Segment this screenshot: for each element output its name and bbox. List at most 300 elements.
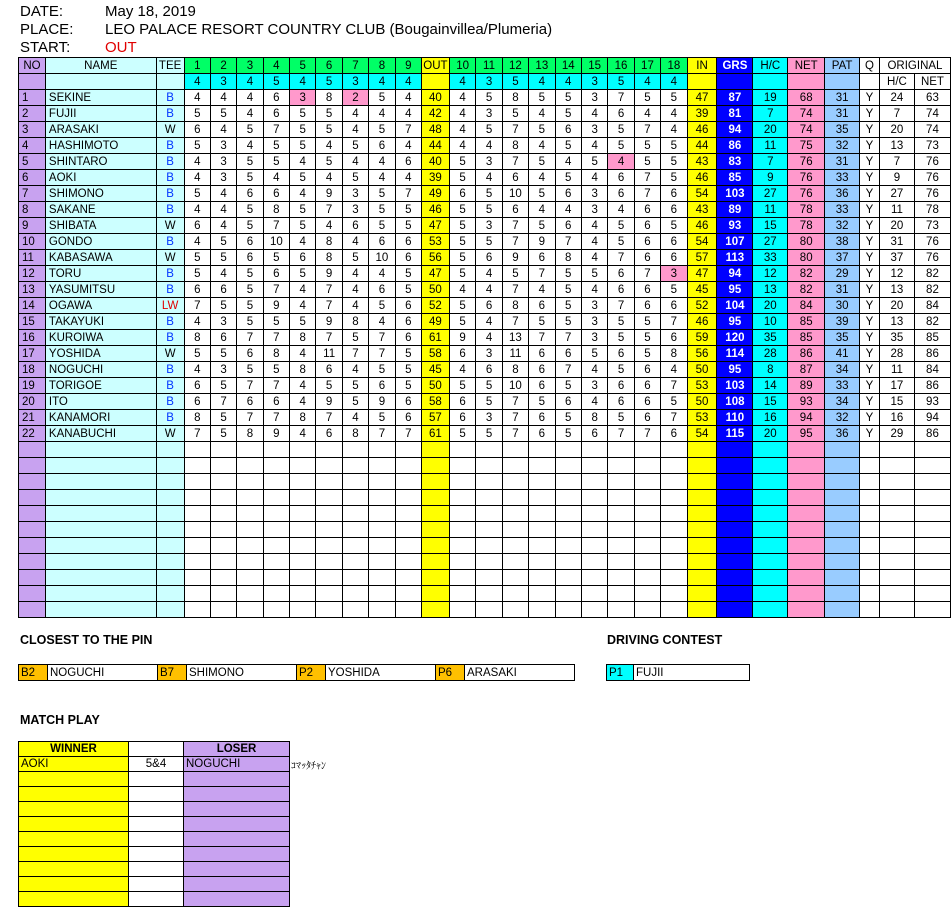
hole-score: 7 xyxy=(184,426,210,442)
hole-score: 5 xyxy=(263,250,289,266)
hole-header: 18 xyxy=(661,58,687,74)
hole-header: 10 xyxy=(449,58,475,74)
putts: 31 xyxy=(825,282,860,298)
hole-score xyxy=(210,538,236,554)
hole-score xyxy=(210,474,236,490)
putts: 33 xyxy=(825,170,860,186)
hole-score: 5 xyxy=(184,138,210,154)
original-hc: 20 xyxy=(879,298,914,314)
player-tee xyxy=(156,490,184,506)
handicap: 9 xyxy=(753,170,788,186)
hole-score xyxy=(395,602,421,618)
out-total xyxy=(421,586,449,602)
in-total xyxy=(687,442,717,458)
original-hc: 20 xyxy=(879,218,914,234)
out-total: 50 xyxy=(421,282,449,298)
player-tee xyxy=(156,442,184,458)
hole-score: 5 xyxy=(555,138,581,154)
hole-score: 3 xyxy=(342,202,368,218)
hole-score: 4 xyxy=(395,90,421,106)
hole-score: 7 xyxy=(661,314,687,330)
player-no xyxy=(19,506,46,522)
in-total: 43 xyxy=(687,202,717,218)
hole-score xyxy=(342,458,368,474)
hole-score: 9 xyxy=(263,426,289,442)
original-hc xyxy=(879,522,914,538)
player-name: OGAWA xyxy=(45,298,156,314)
orig-hc-header: H/C xyxy=(879,74,914,90)
hole-score: 5 xyxy=(555,282,581,298)
hole-score: 6 xyxy=(263,266,289,282)
hole-score: 5 xyxy=(555,378,581,394)
hole-score: 5 xyxy=(263,154,289,170)
hole-score: 4 xyxy=(184,154,210,170)
handicap: 16 xyxy=(753,410,788,426)
hole-score: 7 xyxy=(608,426,634,442)
match-header-row xyxy=(19,742,290,757)
hole-score: 5 xyxy=(529,218,555,234)
player-tee: B xyxy=(156,394,184,410)
hole-score: 7 xyxy=(369,426,395,442)
hole-score: 9 xyxy=(316,186,342,202)
player-no: 18 xyxy=(19,362,46,378)
hole-score: 6 xyxy=(449,346,475,362)
par-q-cell xyxy=(860,74,880,90)
empty-row xyxy=(19,538,951,554)
hole-score: 5 xyxy=(210,250,236,266)
player-tee: B xyxy=(156,378,184,394)
hole-score: 8 xyxy=(502,138,528,154)
hole-score: 5 xyxy=(237,170,263,186)
hole-score: 6 xyxy=(661,202,687,218)
original-hc: 31 xyxy=(879,234,914,250)
hole-score xyxy=(476,458,502,474)
net-score: 80 xyxy=(788,250,825,266)
hole-score xyxy=(290,490,316,506)
hole-score xyxy=(290,522,316,538)
out-total xyxy=(421,490,449,506)
in-total: 52 xyxy=(687,298,717,314)
hole-score xyxy=(237,458,263,474)
player-no xyxy=(19,554,46,570)
hole-score xyxy=(476,538,502,554)
hole-score: 5 xyxy=(449,298,475,314)
match-score xyxy=(129,862,184,877)
original-net: 73 xyxy=(914,138,950,154)
hole-score: 7 xyxy=(263,378,289,394)
hole-score: 10 xyxy=(263,234,289,250)
handicap: 19 xyxy=(753,90,788,106)
hole-score xyxy=(502,586,528,602)
net-score xyxy=(788,506,825,522)
hole-score xyxy=(210,602,236,618)
hole-score: 4 xyxy=(290,346,316,362)
hole-score: 6 xyxy=(634,218,660,234)
handicap xyxy=(753,522,788,538)
net-score xyxy=(788,458,825,474)
col-net-header: NET xyxy=(788,58,825,74)
hole-score: 3 xyxy=(661,266,687,282)
start-value: OUT xyxy=(105,39,137,56)
hole-score xyxy=(184,570,210,586)
par-cell: 5 xyxy=(316,74,342,90)
handicap: 11 xyxy=(753,202,788,218)
hole-score xyxy=(476,506,502,522)
in-total: 54 xyxy=(687,234,717,250)
hole-score: 4 xyxy=(342,106,368,122)
qualifier xyxy=(860,490,880,506)
hole-score: 6 xyxy=(449,410,475,426)
hole-score: 4 xyxy=(449,90,475,106)
hole-score: 7 xyxy=(634,170,660,186)
hole-score: 4 xyxy=(210,202,236,218)
closest-hole: P2 xyxy=(297,665,326,681)
par-cell: 5 xyxy=(502,74,528,90)
closest-winner: NOGUCHI xyxy=(48,665,158,681)
hole-score xyxy=(502,602,528,618)
hole-score: 8 xyxy=(502,298,528,314)
player-name xyxy=(45,522,156,538)
qualifier: Y xyxy=(860,122,880,138)
gross-score: 104 xyxy=(717,298,753,314)
player-name: YOSHIDA xyxy=(45,346,156,362)
original-net: 86 xyxy=(914,378,950,394)
hole-score xyxy=(263,522,289,538)
in-total: 46 xyxy=(687,122,717,138)
empty-row xyxy=(19,586,951,602)
hole-score: 6 xyxy=(184,282,210,298)
player-tee: B xyxy=(156,234,184,250)
original-hc: 27 xyxy=(879,186,914,202)
hole-score: 6 xyxy=(395,234,421,250)
hole-score xyxy=(184,586,210,602)
gross-score xyxy=(717,538,753,554)
orig-net-header: NET xyxy=(914,74,950,90)
player-name: SHIMONO xyxy=(45,186,156,202)
hole-score xyxy=(581,506,607,522)
hole-score: 6 xyxy=(476,298,502,314)
loser-header: LOSER xyxy=(184,742,290,757)
hole-score xyxy=(395,490,421,506)
hole-score xyxy=(395,442,421,458)
hole-score: 4 xyxy=(210,90,236,106)
hole-score xyxy=(290,586,316,602)
hole-score xyxy=(634,506,660,522)
hole-score: 5 xyxy=(290,266,316,282)
hole-score: 5 xyxy=(369,298,395,314)
hole-score xyxy=(634,474,660,490)
out-total xyxy=(421,442,449,458)
hole-score xyxy=(395,586,421,602)
putts xyxy=(825,490,860,506)
hole-score xyxy=(661,522,687,538)
net-score xyxy=(788,554,825,570)
empty-row xyxy=(19,474,951,490)
hole-score: 3 xyxy=(476,106,502,122)
handicap xyxy=(753,490,788,506)
handicap xyxy=(753,474,788,490)
hole-score: 4 xyxy=(581,362,607,378)
hole-score xyxy=(184,538,210,554)
hole-score: 5 xyxy=(449,202,475,218)
closest-hole: B7 xyxy=(158,665,187,681)
par-cell: 4 xyxy=(237,74,263,90)
gross-score: 95 xyxy=(717,314,753,330)
qualifier: Y xyxy=(860,170,880,186)
qualifier xyxy=(860,522,880,538)
net-score: 85 xyxy=(788,330,825,346)
qualifier xyxy=(860,554,880,570)
hole-score: 6 xyxy=(529,298,555,314)
par-cell: 3 xyxy=(210,74,236,90)
player-name xyxy=(45,602,156,618)
player-no: 3 xyxy=(19,122,46,138)
par-no-cell xyxy=(19,74,46,90)
hole-score: 6 xyxy=(608,346,634,362)
hole-score: 6 xyxy=(634,282,660,298)
hole-score: 5 xyxy=(661,138,687,154)
match-loser xyxy=(184,772,290,787)
hole-score xyxy=(449,522,475,538)
handicap xyxy=(753,570,788,586)
hole-score: 8 xyxy=(316,90,342,106)
hole-header: 14 xyxy=(555,58,581,74)
hole-score: 4 xyxy=(634,106,660,122)
hole-score xyxy=(581,586,607,602)
hole-score: 5 xyxy=(369,186,395,202)
hole-score: 4 xyxy=(237,138,263,154)
player-name xyxy=(45,570,156,586)
hole-header: 7 xyxy=(342,58,368,74)
hole-score: 4 xyxy=(395,170,421,186)
player-row xyxy=(19,426,951,442)
hole-score xyxy=(342,506,368,522)
hole-score: 8 xyxy=(290,330,316,346)
hole-score: 8 xyxy=(290,410,316,426)
handicap: 33 xyxy=(753,250,788,266)
hole-score: 6 xyxy=(529,378,555,394)
hole-score xyxy=(634,586,660,602)
hole-score: 4 xyxy=(581,282,607,298)
hole-score xyxy=(529,522,555,538)
hole-score xyxy=(476,586,502,602)
hole-score xyxy=(316,554,342,570)
driving-hole: P1 xyxy=(607,665,634,681)
hole-score: 5 xyxy=(237,154,263,170)
hole-score: 4 xyxy=(476,330,502,346)
hole-score: 6 xyxy=(237,250,263,266)
putts: 41 xyxy=(825,346,860,362)
player-row xyxy=(19,122,951,138)
putts: 37 xyxy=(825,250,860,266)
hole-score: 4 xyxy=(210,186,236,202)
hole-score xyxy=(581,554,607,570)
player-tee: B xyxy=(156,106,184,122)
match-winner xyxy=(19,847,129,862)
hole-score: 6 xyxy=(661,330,687,346)
putts xyxy=(825,442,860,458)
hole-score xyxy=(661,554,687,570)
match-score: 5&4 xyxy=(129,757,184,772)
player-tee xyxy=(156,586,184,602)
hole-score xyxy=(661,490,687,506)
player-no xyxy=(19,602,46,618)
original-net: 76 xyxy=(914,170,950,186)
original-hc xyxy=(879,458,914,474)
hole-header: 12 xyxy=(502,58,528,74)
putts: 29 xyxy=(825,266,860,282)
hole-score: 5 xyxy=(210,378,236,394)
hole-score xyxy=(555,522,581,538)
hole-score xyxy=(502,442,528,458)
hole-score: 5 xyxy=(237,314,263,330)
hole-score xyxy=(555,538,581,554)
gross-score: 94 xyxy=(717,266,753,282)
hole-score xyxy=(581,442,607,458)
in-total: 50 xyxy=(687,362,717,378)
player-no: 12 xyxy=(19,266,46,282)
hole-score: 6 xyxy=(661,298,687,314)
hole-score: 6 xyxy=(634,394,660,410)
hole-score xyxy=(210,522,236,538)
original-hc: 20 xyxy=(879,122,914,138)
hole-score xyxy=(395,570,421,586)
hole-score: 5 xyxy=(449,250,475,266)
hole-score: 8 xyxy=(184,410,210,426)
match-score xyxy=(129,847,184,862)
hole-score: 5 xyxy=(290,122,316,138)
hole-score: 6 xyxy=(555,394,581,410)
hole-score xyxy=(290,458,316,474)
hole-score: 6 xyxy=(476,362,502,378)
hole-score: 9 xyxy=(449,330,475,346)
player-tee xyxy=(156,506,184,522)
qualifier: Y xyxy=(860,394,880,410)
hole-score xyxy=(581,538,607,554)
hole-score: 4 xyxy=(316,138,342,154)
putts: 34 xyxy=(825,394,860,410)
hole-score: 5 xyxy=(476,186,502,202)
original-hc: 11 xyxy=(879,362,914,378)
gross-score xyxy=(717,490,753,506)
player-name xyxy=(45,554,156,570)
hole-score xyxy=(184,602,210,618)
net-score: 93 xyxy=(788,394,825,410)
qualifier: Y xyxy=(860,106,880,122)
hole-score: 6 xyxy=(502,202,528,218)
hole-score xyxy=(529,474,555,490)
hole-score: 5 xyxy=(608,234,634,250)
match-score xyxy=(129,877,184,892)
match-winner xyxy=(19,787,129,802)
player-no xyxy=(19,538,46,554)
net-score: 86 xyxy=(788,346,825,362)
hole-score: 5 xyxy=(449,234,475,250)
hole-score xyxy=(369,602,395,618)
par-cell: 3 xyxy=(581,74,607,90)
hole-score: 3 xyxy=(210,362,236,378)
hole-score: 4 xyxy=(369,170,395,186)
hole-score xyxy=(502,458,528,474)
net-score: 80 xyxy=(788,234,825,250)
player-no: 19 xyxy=(19,378,46,394)
hole-score xyxy=(237,522,263,538)
player-no xyxy=(19,442,46,458)
hole-score: 13 xyxy=(502,330,528,346)
qualifier xyxy=(860,570,880,586)
player-name: KUROIWA xyxy=(45,330,156,346)
player-name xyxy=(45,490,156,506)
hole-score xyxy=(529,458,555,474)
player-name: ITO xyxy=(45,394,156,410)
player-row xyxy=(19,362,951,378)
hole-score: 5 xyxy=(369,218,395,234)
hole-score: 4 xyxy=(237,106,263,122)
closest-hole: P6 xyxy=(436,665,465,681)
hole-score xyxy=(237,570,263,586)
col-q-header: Q xyxy=(860,58,880,74)
hole-score: 7 xyxy=(369,346,395,362)
out-total: 47 xyxy=(421,266,449,282)
hole-score: 5 xyxy=(555,410,581,426)
col-no-header: NO xyxy=(19,58,46,74)
hole-score: 6 xyxy=(529,426,555,442)
date-value: May 18, 2019 xyxy=(105,3,196,20)
match-note: ｺﾏｯﾀﾁｬﾝ xyxy=(291,761,326,772)
hole-score: 8 xyxy=(237,426,263,442)
net-score: 74 xyxy=(788,106,825,122)
player-no: 4 xyxy=(19,138,46,154)
hole-score: 5 xyxy=(395,378,421,394)
putts: 31 xyxy=(825,154,860,170)
player-tee: B xyxy=(156,266,184,282)
qualifier: Y xyxy=(860,234,880,250)
putts: 35 xyxy=(825,122,860,138)
match-winner xyxy=(19,892,129,907)
hole-score: 6 xyxy=(608,170,634,186)
net-score: 95 xyxy=(788,426,825,442)
hole-score: 4 xyxy=(529,170,555,186)
hole-score xyxy=(210,442,236,458)
hole-score: 7 xyxy=(316,330,342,346)
hole-score: 4 xyxy=(184,202,210,218)
hole-score: 4 xyxy=(449,106,475,122)
putts: 31 xyxy=(825,90,860,106)
player-no: 21 xyxy=(19,410,46,426)
hole-score xyxy=(502,554,528,570)
hole-score: 5 xyxy=(661,394,687,410)
hole-score: 4 xyxy=(316,218,342,234)
hole-score: 3 xyxy=(581,330,607,346)
out-total: 47 xyxy=(421,218,449,234)
hole-score: 6 xyxy=(369,282,395,298)
empty-row xyxy=(19,506,951,522)
hole-score: 5 xyxy=(237,298,263,314)
hole-score: 5 xyxy=(449,218,475,234)
gross-score: 81 xyxy=(717,106,753,122)
original-net xyxy=(914,458,950,474)
hole-score: 5 xyxy=(395,218,421,234)
hole-score: 5 xyxy=(342,250,368,266)
hole-score xyxy=(634,458,660,474)
original-hc: 13 xyxy=(879,314,914,330)
qualifier: Y xyxy=(860,362,880,378)
original-hc: 12 xyxy=(879,266,914,282)
hole-score: 5 xyxy=(529,314,555,330)
original-hc: 15 xyxy=(879,394,914,410)
net-score: 85 xyxy=(788,314,825,330)
hole-score: 4 xyxy=(369,314,395,330)
